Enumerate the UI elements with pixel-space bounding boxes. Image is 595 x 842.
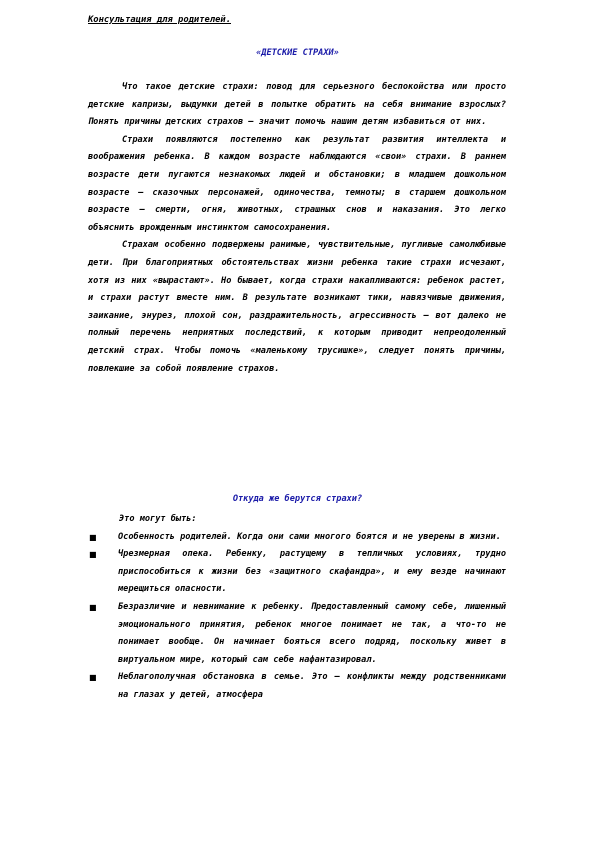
list-item	[88, 529, 506, 547]
causes-list	[88, 529, 506, 705]
list-item-text: Чрезмерная опека. Ребенку, растущему в тепличных условиях, трудно приспособиться к жизни без «защитного скафандра», и ему везде начинают мерещиться опасности.	[118, 549, 506, 595]
causes-section	[88, 511, 506, 705]
list-item-text: Безразличие и невнимание к ребенку. Предоставленный самому себе, лишенный эмоционального принятия, ребенок многое понимает не так, а что-то не понимает вообще. Он начинает бояться всего подряд, поскольку живет в виртуальном мире, который сам себе нафантазировал.	[118, 601, 506, 665]
list-item-text: Неблагополучная обстановка в семье. Это – конфликты между родственниками на глазах у детей, атмосфера	[118, 672, 506, 700]
list-intro: Это могут быть:	[119, 514, 197, 524]
paragraph: Страхи появляются постепенно как результат развития интеллекта и воображения ребенка. В каждом возрасте наблюдаются «свои» страхи. В раннем возрасте дети пугаются незнакомых людей и обстановки; в младшем дошкольном возрасте – сказочных персонажей, одиночества, темноты; в старшем дошкольном возрасте – смерти, огня, животных, страшных снов и наказания. Это легко объяснить врожденным инстинктом самосохранения.	[88, 134, 506, 233]
document-body	[88, 79, 506, 378]
document-header: Консультация для родителей.	[88, 15, 231, 25]
bullet-icon: ■	[89, 602, 97, 612]
bullet-icon: ■	[89, 673, 97, 683]
section-heading: Откуда же берутся страхи?	[232, 494, 363, 504]
bullet-icon: ■	[89, 550, 97, 560]
paragraph: Что такое детские страхи: повод для серьезного беспокойства или просто детские капризы, выдумки детей в попытке обратить на себя внимание взрослых? Понять причины детских страхов – значит помочь нашим детям избавиться от них.	[88, 82, 506, 128]
bullet-icon: ■	[89, 532, 97, 542]
list-item	[88, 599, 506, 669]
list-item	[88, 669, 506, 704]
list-item-text: Особенность родителей. Когда они сами многого боятся и не уверены в жизни.	[118, 531, 501, 542]
list-item	[88, 546, 506, 599]
document-title: «ДЕТСКИЕ СТРАХИ»	[256, 48, 339, 58]
paragraph: Страхам особенно подвержены ранимые, чувствительные, пугливые самолюбивые дети. При благоприятных обстоятельствах жизни ребенка такие страхи исчезают, хотя из них «вырастают». Но бывает, когда страхи накапливаются: ребенок растет, и страхи растут вместе ним. В результате возникают тики, навязчивые движения, заикание, энурез, плохой сон, раздражительность, агрессивность – вот далеко не полный перечень неприятных последствий, к которым приводит непреодоленный детский страх. Чтобы помочь «маленькому трусишке», следует понять причины, повлекшие за собой появление страхов.	[88, 240, 506, 374]
